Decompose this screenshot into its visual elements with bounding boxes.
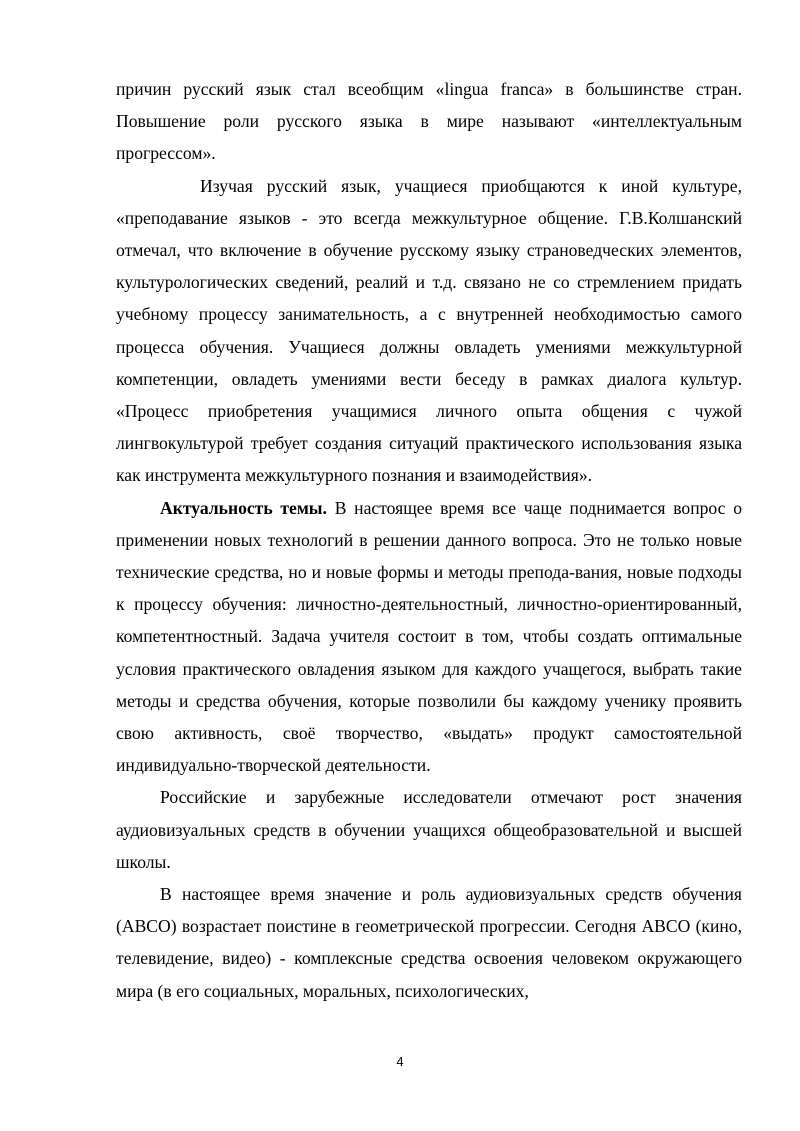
relevance-text: В настоящее время все чаще поднимается вопрос о применении новых технологий в решении данного вопроса. Это не только новые технические средства, но и новые формы и методы препода-вания, новые подходы к процессу обучения: личностно-деятельностный, личностно-ориентированный, компетентностный. Задача учителя состоит в том, чтобы создать оптимальные условия практического овладения языком для каждого учащегося, выбрать такие методы и средства обучения, которые позволили бы каждому ученику проявить свою активность, своё творчество, «выдать» продукт самостоятельной индивидуально-творческой деятельности. <box>116 497 742 776</box>
paragraph-continuation: причин русский язык стал всеобщим «lingua franca» в большинстве стран. Повышение роли русского языка в мире называют «интеллектуальным прогрессом». <box>116 79 742 164</box>
relevance-heading: Актуальность темы. <box>160 497 327 518</box>
paragraph-relevance <box>116 492 742 782</box>
paragraph-avso: В настоящее время значение и роль аудиовизуальных средств обучения (АВСО) возрастает поистине в геометрической прогрессии. Сегодня АВСО (кино, телевидение, видео) - комплексные средства освоения человеком окружающего мира (в его социальных, моральных, психологических, <box>116 884 742 1001</box>
page-number: 4 <box>396 1054 404 1069</box>
paragraph-researchers: Российские и зарубежные исследователи отмечают рост значения аудиовизуальных средств в обучении учащихся общеобразовательной и высшей школы. <box>116 787 742 872</box>
paragraph-russian-culture: Изучая русский язык, учащиеся приобщаются к иной культуре, «преподавание языков - это всегда межкультурное общение. Г.В.Колшанский отмечал, что включение в обучение русскому языку страноведческих элементов, культурологических сведений, реалий и т.д. связано не со стремлением придать учебному процессу занимательность, а с внутренней необходимостью самого процесса обучения. Учащиеся должны овладеть умениями межкультурной компетенции, овладеть умениями вести беседу в рамках диалога культур. «Процесс приобретения учащимися личного опыта общения с чужой лингвокультурой требует создания ситуаций практического использования языка как инструмента межкультурного познания и взаимодействия». <box>116 175 742 486</box>
document-page <box>116 73 742 1007</box>
